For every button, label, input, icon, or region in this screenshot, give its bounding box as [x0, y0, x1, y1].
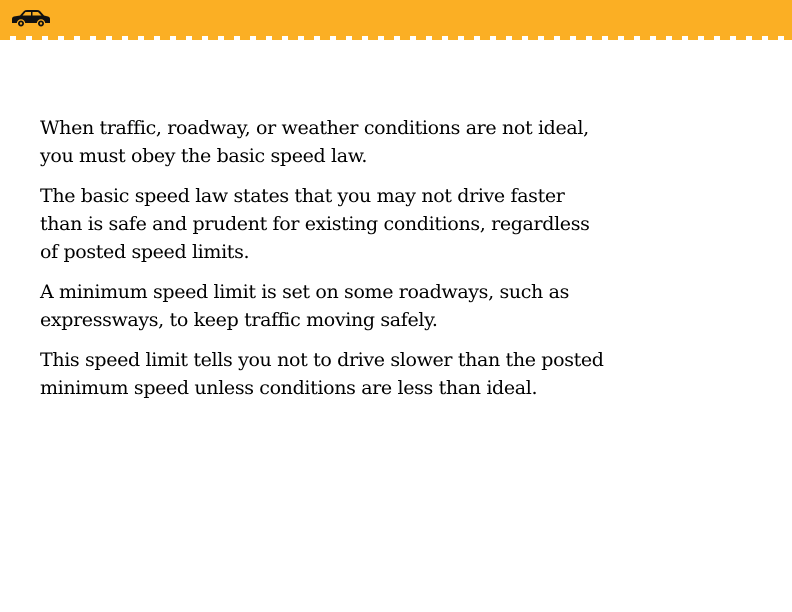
text-line: When traffic, roadway, or weather conditions are not ideal, — [40, 117, 589, 139]
header-bar — [0, 0, 792, 36]
header-dashed-border — [0, 36, 792, 40]
text-line: than is safe and prudent for existing conditions, regardless — [40, 213, 590, 235]
text-line: A minimum speed limit is set on some roadways, such as — [40, 281, 569, 303]
slide-content — [40, 114, 640, 414]
text-line: expressways, to keep traffic moving safely. — [40, 309, 438, 331]
paragraph — [40, 346, 640, 402]
text-line: This speed limit tells you not to drive slower than the posted — [40, 349, 604, 371]
text-line: The basic speed law states that you may not drive faster — [40, 185, 565, 207]
text-line: minimum speed unless conditions are less than ideal. — [40, 377, 538, 399]
text-line: of posted speed limits. — [40, 241, 250, 263]
paragraph — [40, 182, 640, 266]
text-line: you must obey the basic speed law. — [40, 145, 368, 167]
car-icon — [10, 8, 52, 28]
paragraph — [40, 114, 640, 170]
paragraph — [40, 278, 640, 334]
